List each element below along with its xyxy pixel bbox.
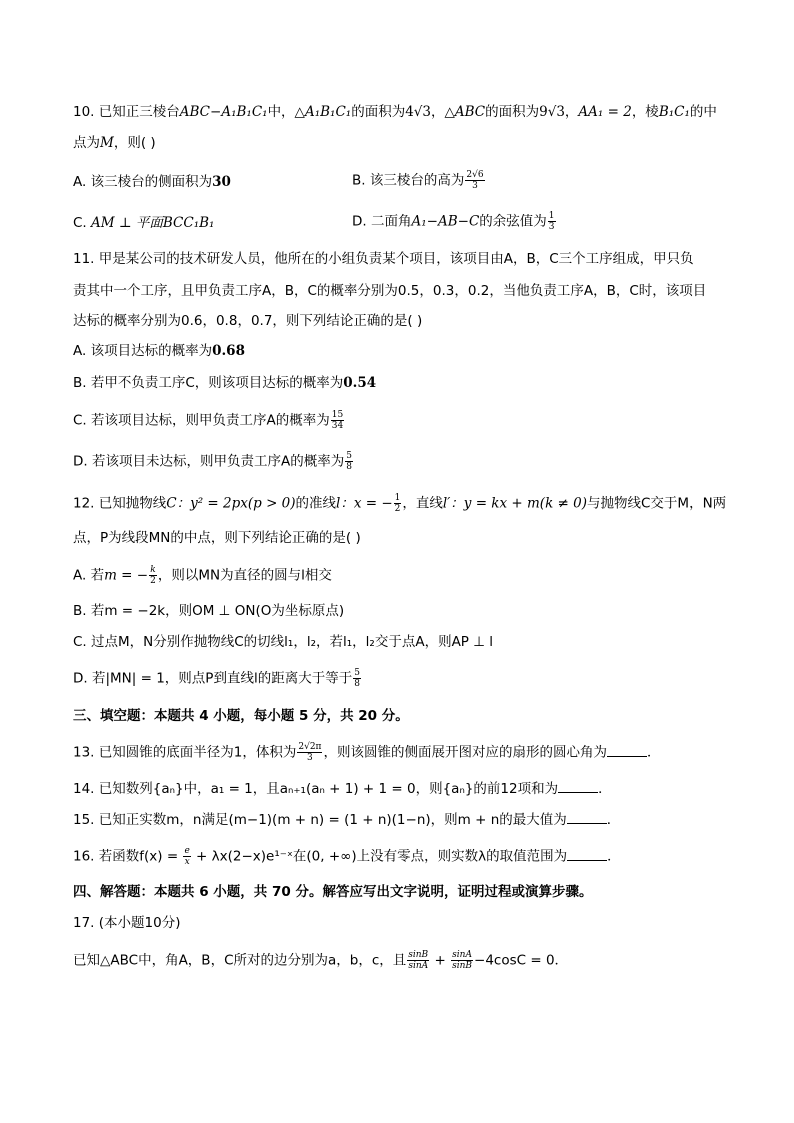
option-text: C. 若该项目达标，则甲负责工序A的概率为 [73, 412, 330, 429]
q12-text: 与抛物线C交于M，N两 [587, 495, 727, 512]
option-text: B. 该三棱台的高为 [352, 172, 465, 189]
q10-text: ， [564, 104, 579, 120]
option-expr: AM ⊥ 平面BCC₁B₁ [91, 215, 215, 231]
frac-num: 1 [394, 493, 401, 503]
q12-opta-fraction [149, 565, 157, 586]
section-4-heading: 四、解答题：本题共 6 小题，共 70 分。解答应写出文字说明，证明过程或演算步骤。 [73, 884, 593, 900]
frac-den: x [184, 857, 190, 867]
q12-parabola: C：y² = 2px(p > 0) [166, 495, 296, 512]
q15-text: 15. 已知正实数m，n满足(m−1)(m + n) = (1 + n)(1−n)，则m + n的最大值为 [73, 812, 567, 828]
q10-text: 的中 [689, 104, 717, 120]
q10-optb-fraction [465, 170, 484, 191]
q10-optd-fraction [548, 211, 556, 232]
q11-line2: 责其中一个工序，且甲负责工序A，B，C的概率分别为0.5，0.3，0.2，当他负责工序A，B，C时，该项目 [73, 283, 707, 299]
section-3-heading: 三、填空题：本题共 4 小题，每小题 5 分，共 20 分。 [73, 708, 409, 724]
q10-top-face: A₁B₁C₁ [304, 104, 352, 120]
option-value: 0.54 [343, 375, 377, 391]
q17-fraction-1 [407, 950, 429, 971]
option-text: A. 该项目达标的概率为 [73, 343, 213, 359]
frac-num: 5 [354, 668, 360, 678]
q16-fraction [183, 846, 190, 867]
frac-num: 2√6 [466, 170, 484, 180]
option-text: C. [73, 215, 92, 231]
answer-blank[interactable] [567, 848, 607, 861]
q14-end: ． [598, 781, 612, 797]
q11-optc-fraction [331, 410, 344, 431]
q12-text: ，直线 [402, 495, 443, 512]
frac-den: sinA [408, 961, 429, 971]
answer-blank[interactable] [558, 780, 598, 793]
q10-text: ，棱 [631, 104, 659, 120]
option-text: A. 若 [73, 567, 105, 584]
option-text: ，则以MN为直径的圆与l相交 [157, 567, 332, 584]
q10-option-c [73, 213, 214, 233]
option-text: 的余弦值为 [479, 213, 547, 230]
q11-option-d [73, 451, 354, 472]
q14 [73, 779, 612, 799]
q10-bottom-area: 9√3 [539, 104, 565, 120]
q10-frustum: ABC−A₁B₁C₁ [179, 104, 268, 120]
q11-optd-fraction [345, 451, 353, 472]
q16-end: ． [607, 848, 621, 865]
q12-option-c: C. 过点M，N分别作抛物线C的切线l₁，l₂，若l₁，l₂交于点A，则AP ⊥ l [73, 634, 494, 650]
option-text: D. 二面角 [352, 213, 412, 230]
q12-option-b: B. 若m = −2k，则OM ⊥ ON(O为坐标原点) [73, 603, 345, 619]
q10-text: ，则( ) [113, 135, 156, 151]
q17-fraction-2 [451, 950, 473, 971]
q10-line2 [73, 133, 156, 153]
q14-text: 14. 已知数列{aₙ}中，a₁ = 1，且aₙ₊₁(aₙ + 1) + 1 = 0，则{aₙ}的前12项和为 [73, 781, 559, 797]
frac-num: 2√2π [298, 742, 322, 752]
frac-num: 5 [346, 451, 352, 461]
q10-text: 的面积为 [351, 104, 406, 120]
frac-num: 15 [331, 410, 344, 420]
q15 [73, 810, 620, 830]
q16-text: 16. 若函数f(x) = [73, 848, 183, 865]
q10-text: 10. 已知正三棱台 [73, 104, 180, 120]
option-text: B. 若甲不负责工序C，则该项目达标的概率为 [73, 375, 344, 391]
q17-text: −4cosC = 0． [474, 952, 569, 969]
option-value: 30 [212, 174, 231, 190]
frac-den: 2 [394, 504, 401, 514]
frac-den: 3 [307, 753, 313, 763]
option-text: A. 该三棱台的侧面积为 [73, 174, 213, 190]
q12-option-d [73, 668, 362, 689]
q12-optd-fraction [353, 668, 361, 689]
q10-top-area: 4√3 [405, 104, 431, 120]
q15-end: ． [606, 812, 621, 828]
frac-num: sinB [408, 950, 429, 960]
q11-option-b [73, 373, 376, 393]
q10-midpoint: M [100, 135, 114, 151]
q10-option-b [352, 170, 486, 191]
answer-blank[interactable] [607, 744, 647, 757]
option-expr: m = − [104, 567, 149, 584]
q13-fraction [297, 742, 322, 763]
q16-text: + λx(2−x)e¹⁻ˣ在(0, +∞)上没有零点，则实数λ的取值范围为 [191, 848, 568, 865]
q12-directrix-fraction [394, 493, 402, 514]
q13 [73, 742, 660, 763]
option-value: 0.68 [212, 343, 245, 359]
q11-line3: 达标的概率分别为0.6，0.8，0.7，则下列结论正确的是( ) [73, 313, 423, 329]
q13-end: ． [646, 744, 661, 761]
frac-num: 1 [548, 211, 555, 221]
q17-heading: 17. (本小题10分) [73, 915, 181, 931]
q13-text: ，则该圆锥的侧面展开图对应的扇形的圆心角为 [323, 744, 607, 761]
q12-text: 12. 已知抛物线 [73, 495, 167, 512]
q11-line1: 11. 甲是某公司的技术研发人员，他所在的小组负责某个项目，该项目由A，B，C三个工序组成，甲只负 [73, 251, 694, 267]
q10-line1 [73, 102, 717, 122]
q12-line-eq: l′：y = kx + m(k ≠ 0) [442, 495, 587, 512]
q10-option-a [73, 172, 231, 192]
q10-text: 中，△ [267, 104, 305, 120]
q10-edge-name: B₁C₁ [658, 104, 690, 120]
q12-option-a [73, 565, 332, 586]
frac-den: 8 [346, 462, 352, 472]
frac-den: sinB [452, 961, 473, 971]
q12-line2: 点，P为线段MN的中点，则下列结论正确的是( ) [73, 530, 361, 546]
frac-num: sinA [452, 950, 472, 960]
frac-den: 3 [548, 222, 555, 232]
q10-text: 的面积为 [485, 104, 540, 120]
frac-den: 34 [331, 421, 344, 431]
answer-blank[interactable] [567, 811, 607, 824]
q17-text: 已知△ABC中，角A，B，C所对的边分别为a，b，c，且 [73, 952, 407, 969]
q16 [73, 846, 621, 867]
q17-statement [73, 950, 568, 971]
frac-num: e [184, 846, 190, 856]
q17-plus: + [430, 952, 451, 969]
q10-edge-eq: AA₁ = 2 [578, 104, 632, 120]
option-expr: A₁−AB−C [411, 213, 480, 230]
frac-den: 2 [150, 576, 156, 586]
q10-option-d [352, 211, 557, 232]
q12-line1 [73, 493, 726, 514]
q10-bottom-face: ABC [454, 104, 486, 120]
frac-den: 8 [354, 679, 360, 689]
option-text: D. 若该项目未达标，则甲负责工序A的概率为 [73, 453, 345, 470]
q12-directrix: l：x = − [336, 495, 393, 512]
frac-num: k [150, 565, 156, 575]
frac-den: 3 [472, 181, 478, 191]
q10-text: ，△ [430, 104, 455, 120]
q12-text: 的准线 [295, 495, 337, 512]
q11-option-c [73, 410, 345, 431]
q11-option-a [73, 341, 245, 361]
q10-text: 点为 [73, 135, 100, 151]
q13-text: 13. 已知圆锥的底面半径为1，体积为 [73, 744, 297, 761]
option-text: D. 若|MN| = 1，则点P到直线l的距离大于等于 [73, 670, 353, 687]
